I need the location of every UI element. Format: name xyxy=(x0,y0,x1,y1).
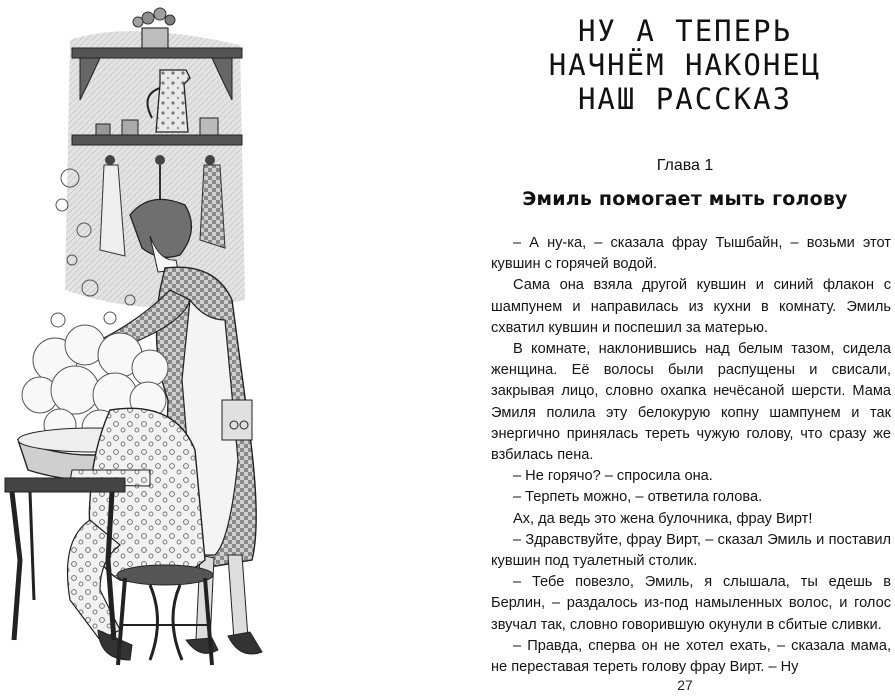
paragraph: – Терпеть можно, – ответила голова. xyxy=(513,489,763,506)
paragraph: – Правда, сперва он не хотел ехать, – сказала мама, не переставая тереть голову фрау Вирт. – Ну xyxy=(491,637,891,676)
paragraph: – А ну-ка, – сказала фрау Тышбайн, – возьми этот кувшин с горячей водой. xyxy=(491,235,891,273)
section-title-line: НАЧНЁМ НАКОНЕЦ xyxy=(548,48,822,82)
illustration-hair-washing xyxy=(0,0,300,700)
section-title-line: НУ А ТЕПЕРЬ xyxy=(577,14,793,48)
page-number: 27 xyxy=(677,677,693,693)
paragraph: – Тебе повезло, Эмиль, я слышала, ты едешь в Берлин, – раздалось из-под намыленных волос, и голос звучал так, словно говорившую окунули в сбитые сливки. xyxy=(491,574,891,633)
chapter-title: Эмиль помогает мыть голову xyxy=(522,188,848,210)
paragraph: – Не горячо? – спросила она. xyxy=(513,468,713,485)
illustration-drawing xyxy=(0,0,300,700)
paragraph: Ах, да ведь это жена булочника, фрау Вирт! xyxy=(513,510,813,527)
paragraph: Сама она взяла другой кувшин и синий флакон с шампунем и направилась из кухни в комнату. Эмиль схватил кувшин и поспешил за матерью. xyxy=(491,277,891,336)
chapter-body-text xyxy=(491,233,891,678)
section-title-line: НАШ РАССКАЗ xyxy=(577,82,793,116)
paragraph: В комнате, наклонившись над белым тазом, сидела женщина. Её волосы были распущены и свисали, закрывая лицо, словно охапка нечёсаной шерсти. Мама Эмиля полила эту белокурую копну шампунем и так энергично принялась тереть чужую голову, что сразу же взбилась пена. xyxy=(491,341,891,464)
paragraph: – Здравствуйте, фрау Вирт, – сказал Эмиль и поставил кувшин под туалетный столик. xyxy=(491,531,891,570)
section-title xyxy=(485,14,885,116)
chapter-label: Глава 1 xyxy=(656,157,714,174)
